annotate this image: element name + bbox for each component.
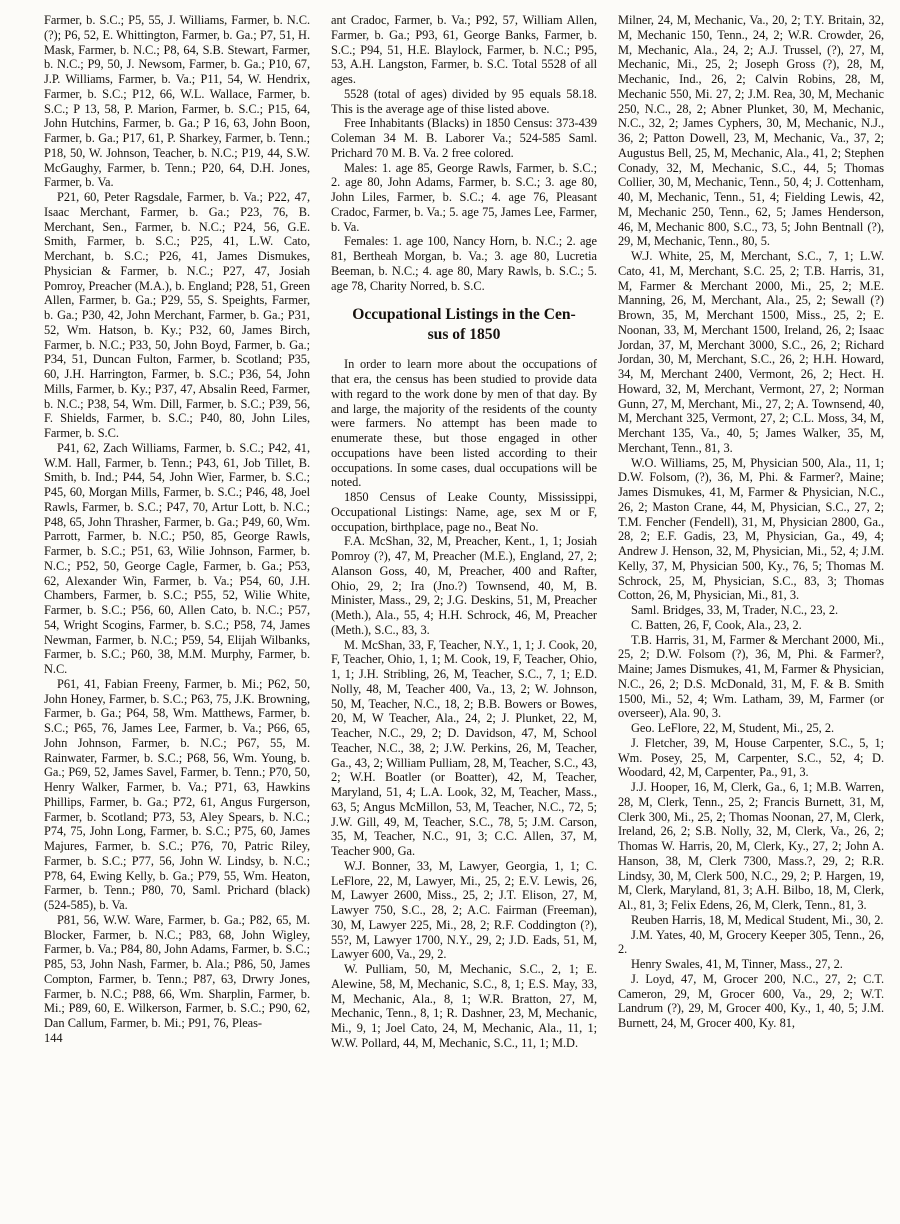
paragraph: 5528 (total of ages) divided by 95 equals 58.18. This is the average age of thise listed above.	[331, 86, 597, 116]
paragraph: Females: 1. age 100, Nancy Horn, b. N.C.; 2. age 81, Bertheah Morgan, b. Va.; 3. age 80, Lucretia Beeman, b. N.C.; 4. age 80, Mary Rawls, b. S.C.; 5. age 78, Charity Norred, b. S.C.	[331, 234, 597, 293]
paragraph: 1850 Census of Leake County, Mississippi, Occupational Listings: Name, age, sex M or F, occupation, birthplace, page no., Beat No.	[331, 490, 597, 534]
paragraph: T.B. Harris, 31, M, Farmer & Merchant 2000, Mi., 25, 2; D.W. Folsom (?), 36, M, Phi. & Farmer?, Maine; James Dismukes, 41, M, Farmer & Physician, N.C., 26, 2; D.S. McDonald, 31, M, F. & B. Smith 1500, Mi., 52, 4; Wm. Latham, 39, M, Farmer (or overseer), Ala. 90, 3.	[618, 632, 884, 721]
paragraph: Free Inhabitants (Blacks) in 1850 Census: 373-439 Coleman 34 M. B. Laborer Va.; 524-585 Saml. Prichard 70 M. B. Va. 2 free colored.	[331, 116, 597, 160]
page-number: 144	[44, 1030, 63, 1045]
paragraph: P41, 62, Zach Williams, Farmer, b. S.C.; P42, 41, W.M. Hall, Farmer, b. Tenn.; P43, 61, Job Tillet, B. Smith, b. Ind.; P44, 54, John Wier, Farmer, b. S.C.; P45, 60, Morgan Mills, Farmer, b. S.C.; P46, 48, Joel Rawls, Farmer, b. S.C.; P47, 70, Artur Lott, b. N.C.; P48, 65, John Thrasher, Farmer, b. Ga.; P49, 60, Wm. Parrott, Farmer, b. N.C.; P50, 85, George Rawls, Farmer, b. S.C.; P51, 63, Wilie Johnson, Farmer, b. N.C.; P52, 50, George Cagle, Farmer, b. Ga.; P53, 62, Alexander Win, Farmer, b. Va.; P54, 60, J.H. Chambers, Farmer, b. S.C.; P55, 52, Wilie White, Farmer, b. S.C.; P56, 60, Allen Cato, b. N.C.; P57, 54, Wright Scogins, Farmer, b. S.C.; P58, 74, James Newman, Farmer, b. N.C.; P59, 54, Elijah Wilbanks, Farmer, b. S.C.; P60, 38, M.M. Murphy, Farmer, b. N.C.	[44, 440, 310, 676]
paragraph: Reuben Harris, 18, M, Medical Student, Mi., 30, 2.	[631, 912, 884, 927]
paragraph: Milner, 24, M, Mechanic, Va., 20, 2; T.Y. Britain, 32, M, Mechanic 150, Tenn., 24, 2; W.R. Crowder, 26, M, Mechanic, Ala., 24, 2; A.J. Trussel, (?), 27, M, Mechanic, Mi., 25, 2; Joseph Gross (?), 28, M, Mechanic, Ind., 26, 2; Calvin Robins, 28, M, Mechanic 550, Mi. 27, 2; J.M. Rea, 30, M, Mechanic 250, N.C., 28, 2; Abner Plunket, 30, M, Mechanic, N.C., 32, 2; James Cyphers, 30, M, Mechanic, N.J., 36, 2; Patton Dowell, 23, M, Mechanic, Va., 37, 2; Augustus Bell, 25, M, Mechanic, Ala., 41, 2; Stephen Conady, 32, M, Mechanic, S.C., 44, 5; Thomas Collier, 30, M, Mechanic, Tenn., 50, 4; J. Cottenham, 40, M, Mechanic, Tenn., 51, 4; Fielding Lewis, 42, M, Mechanic 250, Tenn., 62, 5; James Henderson, 46, M, Mechanic 800, S.C., 73, 5; John Bentnall (?), 29, M, Mechanic, Tenn., 80, 5.	[618, 13, 884, 249]
column-2	[331, 13, 597, 1224]
paragraph: F.A. McShan, 32, M, Preacher, Kent., 1, 1; Josiah Pomroy (?), 47, M, Preacher (M.E.), England, 27, 2; Alanson Goss, 40, M, Preacher, 400 and Rafter, Ohio, 29, 2; Ira (Jno.?) Townsend, 40, M, B. Minister, Mass., 29, 2; J.G. Deskins, 51, M, Preacher (Meth.), Ala., 55, 4; H.H. Schrock, 46, M, Preacher (Meth.), S.C., 83, 3.	[331, 534, 597, 637]
paragraph: Henry Swales, 41, M, Tinner, Mass., 27, 2.	[631, 957, 843, 971]
paragraph: W. Pulliam, 50, M, Mechanic, S.C., 2, 1; E. Alewine, 58, M, Mechanic, S.C., 8, 1; E.S. May, 33, M, Mechanic, Ala., 8, 1; W.R. Bratton, 27, M, Mechanic, Tenn., 8, 1; R. Dashner, 23, M, Mechanic, Mi., 9, 1; Joel Cato, 24, M, Mechanic, Ala., 11, 1; W.W. Pollard, 44, M, Mechanic, S.C., 11, 1; M.D.	[331, 962, 597, 1050]
paragraph: In order to learn more about the occupations of that era, the census has been studied to provide data with regard to the work done by men of that day. By and large, the majority of the residents of the county were farmers. No attempt has been made to enumerate these, but those engaged in other occupations have been listed according to their occupations. In some cases, dual occupations will be noted.	[331, 357, 597, 490]
paragraph: J. Fletcher, 39, M, House Carpenter, S.C., 5, 1; Wm. Posey, 25, M, Carpenter, S.C., 52, 4; D. Woodard, 42, M, Carpenter, Pa., 91, 3.	[618, 735, 884, 780]
paragraph: Saml. Bridges, 33, M, Trader, N.C., 23, 2.	[631, 603, 839, 617]
paragraph: P81, 56, W.W. Ware, Farmer, b. Ga.; P82, 65, M. Blocker, Farmer, b. N.C.; P83, 68, John Wigley, Farmer, b. Va.; P84, 80, John Adams, Farmer, b. S.C.; P85, 53, John Nash, Farmer, b. Ala.; P86, 50, James Compton, Farmer, b. Tenn.; P87, 63, Drwry Jones, Farmer, b. N.C.; P88, 66, Wm. Sharplin, Farmer, b. Mi.; P89, 60, E. Wilkerson, Farmer, b. S.C.; P90, 62, Dan Callum, Farmer, b. Mi.; P91, 76, Pleas-	[44, 912, 310, 1030]
column-3	[618, 13, 884, 1224]
paragraph: P21, 60, Peter Ragsdale, Farmer, b. Va.; P22, 47, Isaac Merchant, Farmer, b. Ga.; P23, 76, B. Merchant, Sen., Farmer, b. N.C.; P24, 56, G.E. Smith, Farmer, b. S.C.; P25, 41, L.W. Cato, Merchant, b. S.C.; P26, 41, James Dismukes, Physician & Farmer, b. N.C.; P27, 47, Josiah Pomroy, Preacher (M.A.), b. England; P28, 51, Green Allen, Farmer, b. Ga.; P29, 55, S. Speights, Farmer, b. Ga.; P30, 42, John Merchant, Farmer, b. Ga.; P31, 52, Wm. Hatson, b. Ky.; P32, 60, James Birch, Farmer, b. N.C.; P33, 50, John Boyd, Farmer, b. Ga.; P34, 51, Duncan Fulton, Farmer, b. Scotland; P35, 60, J.H. Harrington, Farmer, b. S.C.; P36, 54, John Mills, Farmer, b. Ky.; P37, 47, Absalin Reed, Farmer, b. N.C.; P38, 54, Wm. Dill, Farmer, b. S.C.; P39, 56, F. Shields, Farmer, b. S.C.; P40, 80, John Liles, Farmer, b. S.C.	[44, 190, 310, 440]
paragraph: W.J. White, 25, M, Merchant, S.C., 7, 1; L.W. Cato, 41, M, Merchant, S.C. 25, 2; T.B. Harris, 31, M, Farmer & Merchant 2000, Mi., 25, 2; M.E. Manning, 26, M, Merchant, Ala., 25, 2; Sewall (?) Brown, 35, M, Merchant 1500, Miss., 25, 2; E. Noonan, 33, M, Merchant 1500, Ireland, 26, 2; Isaac Jordan, 37, M, Merchant 3000, S.C., 26, 2; Richard Jordan, 30, M, Merchant, S.C., 26, 2; H.H. Howard, 34, M, Merchant 2400, Vermont, 26, 2; Hect. H. Howard, 32, M, Merchant, Vermont, 27, 2; Norman Gunn, 27, M, Merchant, Mi., 27, 2; A. Townsend, 40, M, Merchant 325, Vermont, 27, 2; C.L. Moss, 34, M, Merchant 135, Va., 40, 5; James Walker, 35, M, Merchant, Tenn., 81, 3.	[618, 249, 884, 455]
paragraph: C. Batten, 26, F, Cook, Ala., 23, 2.	[631, 617, 802, 632]
paragraph: W.O. Williams, 25, M, Physician 500, Ala., 11, 1; D.W. Folsom, (?), 36, M, Phi. & Farmer?, Maine; James Dismukes, 41, M, Farmer & Physician, N.C., 26, 2; Maston Crane, 44, M, Physician, S.C., 27, 2; T.M. Fencher (Fendell), 31, M, Physician 2800, Ga., 28, 2; E.F. Gadis, 23, M, Physician, Ga., 49, 4; Andrew J. Henson, 32, M, Physician, Mi., 52, 4; J.M. Kelly, 37, M, Physician 500, Ky., 76, 5; Thomas M. Schrock, 25, M, Physician, S.C., 83, 3; Thomas Cotton, 26, M, Physician, Mi., 81, 3.	[618, 455, 884, 603]
section-heading-line1: Occupational Listings in the Cen-	[352, 306, 576, 324]
paragraph: W.J. Bonner, 33, M, Lawyer, Georgia, 1, 1; C. LeFlore, 22, M, Lawyer, Mi., 25, 2; E.V. Lewis, 26, M, Lawyer 2600, Miss., 25, 2; J.T. Elison, 27, M, Lawyer 750, S.C., 28, 2; A.C. Fairman (Freeman), 30, M, Lawyer 225, Mi., 28, 2; R.F. Coddington (?), 55?, M, Lawyer 1700, N.Y., 29, 2; J.D. Eads, 51, M, Lawyer 600, Va., 29, 2.	[331, 858, 597, 962]
paragraph: J.M. Yates, 40, M, Grocery Keeper 305, Tenn., 26, 2.	[618, 927, 884, 957]
paragraph: M. McShan, 33, F, Teacher, N.Y., 1, 1; J. Cook, 20, F, Teacher, Ohio, 1, 1; M. Cook, 19, F, Teacher, Ohio, 1, 1; J.H. Stribling, 26, M, Teacher, S.C., 7, 1; E.D. Nolly, 48, M, Teacher 400, Va., 13, 2; W. Johnson, 50, M, Teacher, N.C., 18, 2; B.B. Bowers or Bowes, 20, M, W Teacher, Ala., 24, 2; J. Plunket, 22, M, Teacher, N.C., 29, 2; D. Davidson, 47, M, School Teacher, N.C., 38, 2; J.W. Perkins, 26, M, Teacher, Ga., 43, 2; William Pulliam, 28, M, Teacher, S.C., 43, 2; W.H. Boatler (or Boatter), 42, M, Teacher, Maryland, 51, 4; L.A. Look, 32, M, Teacher, Mass., 63, 5; Angus McMillon, 53, M, Teacher, N.C., 72, 5; J.W. Gill, 49, M, Teacher, S.C., 78, 5; J.M. Carson, 35, M, Teacher, N.C., 91, 3; C.C. Allen, 37, M, Teacher 900, Ga.	[331, 637, 597, 858]
paragraph: ant Cradoc, Farmer, b. Va.; P92, 57, William Allen, Farmer, b. Ga.; P93, 61, George Banks, Farmer, b. S.C.; P94, 51, H.E. Blaylock, Farmer, b. N.C.; P95, 53, A.H. Langston, Farmer, b. S.C. Total 5528 of all ages.	[331, 13, 597, 86]
paragraph: Geo. LeFlore, 22, M, Student, Mi., 25, 2.	[631, 721, 835, 735]
paragraph: Males: 1. age 85, George Rawls, Farmer, b. S.C.; 2. age 80, John Adams, Farmer, b. S.C.; 3. age 80, John Liles, Farmer, b. S.C.; 4. age 76, Pleasant Cradoc, Farmer, b. Va.; 5. age 75, James Lee, Farmer, b. Va.	[331, 160, 597, 234]
column-1	[44, 13, 310, 1224]
paragraph: J.J. Hooper, 16, M, Clerk, Ga., 6, 1; M.B. Warren, 28, M, Clerk, Tenn., 25, 2; Francis Burnett, 31, M, Clerk 300, Mi., 25, 2; Thomas Noonan, 27, M, Clerk, Ireland, 26, 2; S.B. Nolly, 32, M, Clerk, Va., 26, 2; Thomas W. Harris, 20, M, Clerk, Ky., 27, 2; John A. Hanson, 38, M, Clerk 7300, Mass.?, 29, 2; R.R. Lindsy, 30, M, Clerk 500, N.C., 29, 2; P. Hargen, 19, M, Clerk, Maryland, 81, 3; A.H. Bilbo, 18, M, Clerk, Al., 81, 3; Felix Edens, 26, M, Clerk, Tenn., 81, 3.	[618, 780, 884, 912]
paragraph: P61, 41, Fabian Freeny, Farmer, b. Mi.; P62, 50, John Honey, Farmer, b. S.C.; P63, 75, J.K. Browning, Farmer, b. Ga.; P64, 58, Wm. Matthews, Farmer, b. S.C.; P65, 76, James Lee, Farmer, b. Va.; P66, 65, John Johnson, Farmer, b. N.C.; P67, 55, M. Rainwater, Farmer, b. S.C.; P68, 56, Wm. Young, b. Ga.; P69, 52, James Savel, Farmer, b. Tenn.; P70, 50, Henry Walker, Farmer, b. Va.; P71, 63, Hawkins Phillips, Farmer, b. Ga.; P72, 61, Angus Furgerson, Farmer, b. Scotland; P73, 53, Aley Spears, b. N.C.; P74, 75, John Long, Farmer, b. S.C.; P75, 60, James Majures, Farmer, b. S.C.; P76, 70, Patric Riley, Farmer, b. S.C.; P77, 56, John W. Lindsy, b. N.C.; P78, 64, Ewing Kelly, b. Ga.; P79, 55, Wm. Heaton, Farmer, b. Tenn.; P80, 70, Saml. Prichard (black) (524-585), b. Va.	[44, 676, 310, 912]
section-heading-line2: sus of 1850	[427, 325, 501, 343]
paragraph: Farmer, b. S.C.; P5, 55, J. Williams, Farmer, b. N.C.(?); P6, 52, E. Whittington, Farmer, b. Ga.; P7, 51, H. Mask, Farmer, b. N.C.; P8, 64, S.B. Stewart, Farmer, b. N.C.; P9, 50, J. Newsom, Farmer, b. Ga.; P10, 67, J.P. Williams, Farmer, b. Va.; P11, 54, W. Hendrix, Farmer, b. S.C.; P12, 66, W.L. Wallace, Farmer, b. S.C.; P 13, 58, P. Marion, Farmer, b. S.C.; P15, 64, John Hutchins, Farmer, b. Ga.; P 16, 63, John Boon, Farmer, b. Ga.; P17, 61, P. Sharkey, Farmer, b. Tenn.; P18, 50, W. Johnson, Teacher, b. N.C.; P19, 44, S.W. McGaughy, Farmer, b. Tenn.; P20, 64, D.H. Jones, Farmer, b. Va.	[44, 13, 310, 190]
paragraph: J. Loyd, 47, M, Grocer 200, N.C., 27, 2; C.T. Cameron, 29, M, Grocer 600, Va., 29, 2; W.T. Landrum (?), 29, M, Grocer 400, Ky., 1, 40, 5; J.M. Burnett, 24, M, Grocer 400, Ky. 81,	[618, 971, 884, 1030]
section-heading	[335, 305, 593, 344]
